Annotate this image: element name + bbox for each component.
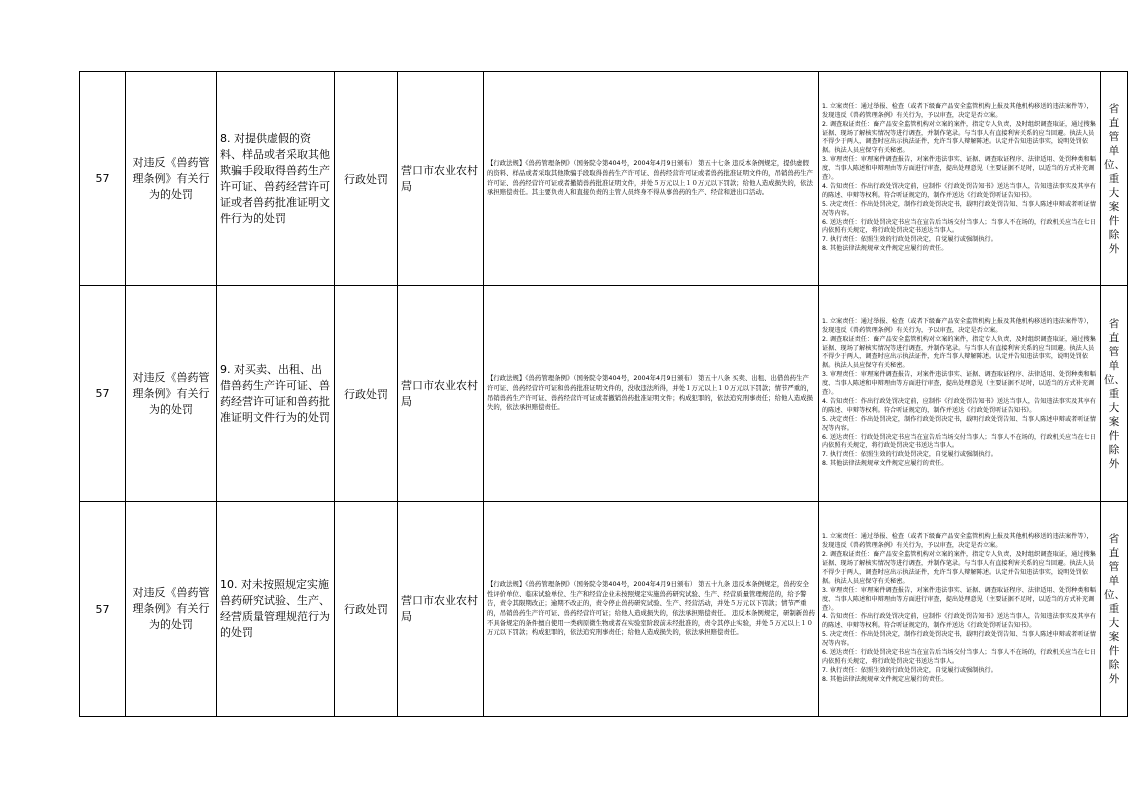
responsibility-list (819, 286, 1101, 502)
legal-basis: 【行政法规】《兽药管理条例》（国务院令第404号，2004年4月9日颁布） 第五十八条 买卖、出租、出借兽药生产许可证、兽药经营许可证和兽药批准证明文件的，没收违法所得，并处１万元以上１０万元以下罚款；情节严重的，吊销兽药生产许可证、兽药经营许可证或者撤销兽药批准证明文件；构成犯罪的，依法追究刑事责任；给他人造成损失的，依法承担赔偿责任。 (484, 286, 819, 502)
responsibility-item: 3. 审理责任：审理案件调查报告，对案件违法事实、证据、调查取证程序、法律适用、处罚种类和幅度、当事人陈述和申辩理由等方面进行审查，提出处理意见（主要证据不足时，以适当的方式补充调查）。 (822, 371, 1096, 397)
responsibility-item: 6. 送达责任：行政处罚决定书应当在宣告后当场交付当事人；当事人不在场的，行政机关应当在七日内依照有关规定，将行政处罚决定书送达当事人。 (822, 433, 1096, 450)
sub-item-name: 10. 对未按照规定实施兽药研究试验、生产、经营质量管理规范行为的处罚 (217, 502, 335, 717)
item-name: 对违反《兽药管理条例》有关行为的处罚 (126, 286, 217, 502)
item-name: 对违反《兽药管理条例》有关行为的处罚 (126, 502, 217, 717)
legal-basis: 【行政法规】《兽药管理条例》（国务院令第404号，2004年4月9日颁布） 第五十七条 违反本条例规定，提供虚假的资料、样品或者采取其他欺骗手段取得兽药生产许可证、兽药经营许可证或者兽药批准证明文件的，吊销兽药生产许可证、兽药经营许可证或者撤销兽药批准证明文件，并处５万元以上１０万元以下罚款；给他人造成损失的，依法承担赔偿责任。其主要负责人和直接负责的主管人员终身不得从事兽药的生产、经营和进出口活动。 (484, 72, 819, 286)
responsibility-item: 5. 决定责任：作出处罚决定，制作行政处罚决定书，载明行政处罚告知、当事人陈述申辩或者听证情况等内容。 (822, 631, 1096, 648)
responsibility-list (819, 502, 1101, 717)
responsibility-item: 8. 其他法律法规规章文件规定应履行的责任。 (822, 675, 948, 683)
responsibility-item: 5. 决定责任：作出处罚决定，制作行政处罚决定书，载明行政处罚告知、当事人陈述申辩或者听证情况等内容。 (822, 200, 1096, 217)
power-list-table (79, 71, 1128, 717)
responsibility-item: 7. 执行责任：依照生效的行政处罚决定，自觉履行或强制执行。 (822, 451, 997, 459)
responsibility-item: 2. 调查取证责任：畜产品安全监管机构对立案的案件，指定专人负责，及时组织调查取证，通过搜集证据、现场了解核实情况等进行调查，并制作笔录。与当事人有直接利害关系的应当回避。执法人员不得少于两人，调查时应出示执法证件，允许当事人辩解陈述。认定并告知违法事实，说明处罚依据。执法人员应保守有关秘密。 (822, 551, 1096, 585)
responsibility-item: 7. 执行责任：依照生效的行政处罚决定，自觉履行或强制执行。 (822, 236, 997, 244)
power-type: 行政处罚 (335, 72, 398, 286)
responsibility-item: 8. 其他法律法规规章文件规定应履行的责任。 (822, 460, 948, 468)
item-name: 对违反《兽药管理条例》有关行为的处罚 (126, 72, 217, 286)
implementing-agency: 营口市农业农村局 (398, 72, 484, 286)
power-type: 行政处罚 (335, 502, 398, 717)
responsibility-item: 1. 立案责任：通过举报、检查（或者下级畜产品安全监管机构上报及其他机构移送的违法案件等），发现违反《兽药管理条例》有关行为，予以审查，决定是否立案。 (822, 102, 1093, 119)
power-type: 行政处罚 (335, 286, 398, 502)
responsibility-item: 1. 立案责任：通过举报、检查（或者下级畜产品安全监管机构上报及其他机构移送的违法案件等），发现违反《兽药管理条例》有关行为，予以审查，决定是否立案。 (822, 533, 1093, 550)
sub-item-name: 9. 对买卖、出租、出借兽药生产许可证、兽药经营许可证和兽药批准证明文件行为的处罚 (217, 286, 335, 502)
implementing-agency: 营口市农业农村局 (398, 502, 484, 717)
remark: 省直管单位、重大案件除外 (1101, 286, 1128, 502)
table-row (80, 502, 1128, 717)
responsibility-item: 8. 其他法律法规规章文件规定应履行的责任。 (822, 245, 948, 253)
responsibility-item: 4. 告知责任：作出行政处罚决定前，应制作《行政处罚告知书》送达当事人，告知违法事实及其享有的陈述、申辩等权利。符合听证规定的，制作并送达《行政处罚听证告知书》。 (822, 182, 1096, 199)
sub-item-name: 8. 对提供虚假的资料、样品或者采取其他欺骗手段取得兽药生产许可证、兽药经营许可证或者兽药批准证明文件行为的处罚 (217, 72, 335, 286)
responsibility-item: 3. 审理责任：审理案件调查报告，对案件违法事实、证据、调查取证程序、法律适用、处罚种类和幅度、当事人陈述和申辩理由等方面进行审查，提出处理意见（主要证据不足时，以适当的方式补充调查）。 (822, 156, 1096, 182)
responsibility-item: 2. 调查取证责任：畜产品安全监管机构对立案的案件，指定专人负责，及时组织调查取证，通过搜集证据、现场了解核实情况等进行调查，并制作笔录。与当事人有直接利害关系的应当回避。执法人员不得少于两人，调查时应出示执法证件，允许当事人辩解陈述。认定并告知违法事实，说明处罚依据。执法人员应保守有关秘密。 (822, 120, 1096, 155)
table-row (80, 72, 1128, 286)
item-number: 57 (80, 72, 126, 286)
responsibility-item: 6. 送达责任：行政处罚决定书应当在宣告后当场交付当事人；当事人不在场的，行政机关应当在七日内依照有关规定，将行政处罚决定书送达当事人。 (822, 649, 1096, 665)
responsibility-item: 4. 告知责任：作出行政处罚决定前，应制作《行政处罚告知书》送达当事人，告知违法事实及其享有的陈述、申辩等权利。符合听证规定的，制作并送达《行政处罚听证告知书》。 (822, 397, 1096, 414)
implementing-agency: 营口市农业农村局 (398, 286, 484, 502)
item-number: 57 (80, 286, 126, 502)
remark: 省直管单位、重大案件除外 (1101, 502, 1128, 717)
responsibility-item: 4. 告知责任：作出行政处罚决定前，应制作《行政处罚告知书》送达当事人，告知违法事实及其享有的陈述、申辩等权利。符合听证规定的，制作并送达《行政处罚听证告知书》。 (822, 613, 1096, 630)
responsibility-item: 5. 决定责任：作出处罚决定，制作行政处罚决定书，载明行政处罚告知、当事人陈述申辩或者听证情况等内容。 (822, 415, 1096, 432)
responsibility-list (819, 72, 1101, 286)
responsibility-item: 2. 调查取证责任：畜产品安全监管机构对立案的案件，指定专人负责，及时组织调查取证，通过搜集证据、现场了解核实情况等进行调查，并制作笔录。与当事人有直接利害关系的应当回避。执法人员不得少于两人，调查时应出示执法证件，允许当事人辩解陈述。认定并告知违法事实，说明处罚依据。执法人员应保守有关秘密。 (822, 335, 1096, 370)
responsibility-item: 7. 执行责任：依照生效的行政处罚决定，自觉履行或强制执行。 (822, 666, 997, 674)
legal-basis: 【行政法规】《兽药管理条例》（国务院令第404号，2004年4月9日颁布） 第五十九条 违反本条例规定，兽药安全性评价单位、临床试验单位、生产和经营企业未按照规定实施兽药研究试验、生产、经营质量管理规范的，给予警告，责令其限期改正；逾期不改正的，责令停止兽药研究试验、生产、经营活动，并处５万元以下罚款；情节严重的，吊销兽药生产许可证、兽药经营许可证；给他人造成损失的，依法承担赔偿责任。 违反本条例规定，研制新兽药不具备规定的条件擅自使用一类病原微生物或者在实验室阶段前未经批准的，责令其停止实验，并处５万元以上１０万元以下罚款；构成犯罪的，依法追究刑事责任；给他人造成损失的，依法承担赔偿责任。 (484, 502, 819, 717)
table-row (80, 286, 1128, 502)
item-number: 57 (80, 502, 126, 717)
responsibility-item: 1. 立案责任：通过举报、检查（或者下级畜产品安全监管机构上报及其他机构移送的违法案件等），发现违反《兽药管理条例》有关行为，予以审查，决定是否立案。 (822, 317, 1093, 334)
responsibility-item: 6. 送达责任：行政处罚决定书应当在宣告后当场交付当事人；当事人不在场的，行政机关应当在七日内依照有关规定，将行政处罚决定书送达当事人。 (822, 218, 1096, 235)
remark: 省直管单位、重大案件除外 (1101, 72, 1128, 286)
responsibility-item: 3. 审理责任：审理案件调查报告，对案件违法事实、证据、调查取证程序、法律适用、处罚种类和幅度、当事人陈述和申辩理由等方面进行审查，提出处理意见（主要证据不足时，以适当的方式补充调查）。 (822, 586, 1096, 612)
